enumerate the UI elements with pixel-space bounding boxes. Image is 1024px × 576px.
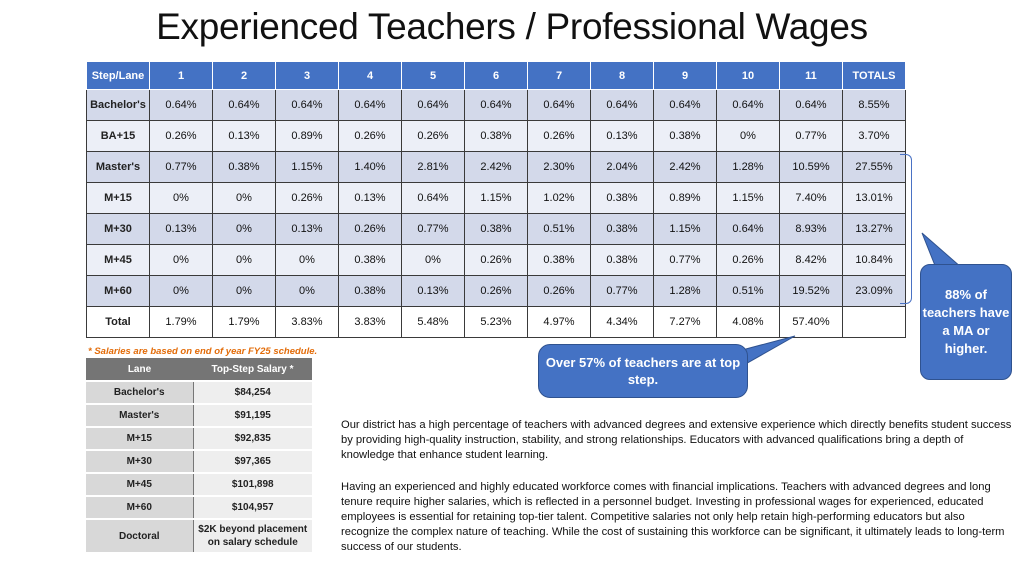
- column-total-cell: 4.97%: [528, 307, 591, 338]
- salary-header-amount: Top-Step Salary *: [193, 358, 312, 381]
- percent-cell: 0.13%: [402, 276, 465, 307]
- percent-cell: 8.93%: [780, 214, 843, 245]
- salary-lane: M+60: [86, 496, 193, 519]
- salary-row: [86, 519, 312, 553]
- percent-cell: 0%: [276, 276, 339, 307]
- salary-amount: $92,835: [193, 427, 312, 450]
- page-title: Experienced Teachers / Professional Wages: [156, 6, 868, 47]
- percent-cell: 0.38%: [213, 152, 276, 183]
- percent-cell: 0.26%: [465, 276, 528, 307]
- percent-cell: 1.15%: [465, 183, 528, 214]
- percent-cell: 0%: [150, 276, 213, 307]
- lane-label: M+45: [87, 245, 150, 276]
- callout-tail-bottom: [742, 336, 795, 366]
- percent-cell: 0.77%: [591, 276, 654, 307]
- paragraph-1: Our district has a high percentage of teachers with advanced degrees and extensive experience which directly benefits student success by providing high-quality instruction, stability, and strong relationships. Educators with advanced qualifications bring a depth of knowledge that enhance student learning.: [341, 419, 1012, 461]
- percent-cell: 0.64%: [402, 90, 465, 121]
- header-cell: 8: [591, 62, 654, 90]
- percent-cell: 0%: [402, 245, 465, 276]
- percent-cell: 1.28%: [717, 152, 780, 183]
- salary-amount: $97,365: [193, 450, 312, 473]
- header-cell: 7: [528, 62, 591, 90]
- top-step-callout: [538, 344, 748, 398]
- percent-cell: 7.40%: [780, 183, 843, 214]
- percent-cell: 0.77%: [654, 245, 717, 276]
- salary-note: * Salaries are based on end of year FY25 schedule.: [88, 346, 318, 357]
- percent-cell: 0.26%: [465, 245, 528, 276]
- percent-cell: 1.15%: [276, 152, 339, 183]
- salary-row: [86, 450, 312, 473]
- ma-callout: [920, 264, 1012, 380]
- salary-lane: Bachelor's: [86, 381, 193, 404]
- percent-cell: 1.15%: [654, 214, 717, 245]
- percent-cell: 0.26%: [276, 183, 339, 214]
- lane-label: Bachelor's: [87, 90, 150, 121]
- percent-cell: 0.38%: [465, 121, 528, 152]
- percent-cell: 0.64%: [276, 90, 339, 121]
- percent-cell: 1.40%: [339, 152, 402, 183]
- salary-row: [86, 473, 312, 496]
- percent-cell: 0.64%: [528, 90, 591, 121]
- column-total-cell: 5.23%: [465, 307, 528, 338]
- percent-cell: 2.04%: [591, 152, 654, 183]
- percent-cell: 0.77%: [150, 152, 213, 183]
- percent-cell: 0.89%: [654, 183, 717, 214]
- percent-cell: 0.38%: [591, 183, 654, 214]
- percent-cell: 1.28%: [654, 276, 717, 307]
- percent-cell: 0.26%: [339, 214, 402, 245]
- header-cell: 5: [402, 62, 465, 90]
- lane-label: M+15: [87, 183, 150, 214]
- percent-cell: 0.51%: [528, 214, 591, 245]
- header-cell: 11: [780, 62, 843, 90]
- salary-amount: $2K beyond placement on salary schedule: [193, 519, 312, 553]
- salary-row: [86, 427, 312, 450]
- salary-header-lane: Lane: [86, 358, 193, 381]
- salary-lane: Master's: [86, 404, 193, 427]
- percent-cell: 2.81%: [402, 152, 465, 183]
- percent-cell: 0%: [213, 276, 276, 307]
- percent-cell: 2.42%: [465, 152, 528, 183]
- percent-cell: 0.38%: [339, 245, 402, 276]
- percent-cell: 1.15%: [717, 183, 780, 214]
- percent-cell: 0%: [150, 183, 213, 214]
- ma-callout-text: 88% of teachers have a MA or higher.: [922, 287, 1010, 356]
- header-cell: 4: [339, 62, 402, 90]
- percent-cell: 0.89%: [276, 121, 339, 152]
- percent-cell: 0.38%: [528, 245, 591, 276]
- salary-row: [86, 381, 312, 404]
- percent-cell: 0.13%: [213, 121, 276, 152]
- percent-cell: 0.26%: [528, 276, 591, 307]
- row-total-cell: 13.27%: [843, 214, 906, 245]
- row-total-cell: 3.70%: [843, 121, 906, 152]
- percent-cell: 2.30%: [528, 152, 591, 183]
- percent-cell: 0%: [213, 183, 276, 214]
- header-cell: 6: [465, 62, 528, 90]
- salary-row: [86, 404, 312, 427]
- percent-cell: 0.51%: [717, 276, 780, 307]
- top-step-callout-text: Over 57% of teachers are at top step.: [545, 355, 741, 387]
- header-cell: 10: [717, 62, 780, 90]
- header-cell: TOTALS: [843, 62, 906, 90]
- row-total-cell: 23.09%: [843, 276, 906, 307]
- header-cell: Step/Lane: [87, 62, 150, 90]
- percent-cell: 0%: [717, 121, 780, 152]
- percent-cell: 0.38%: [339, 276, 402, 307]
- percent-cell: 0.64%: [150, 90, 213, 121]
- column-total-cell: 3.83%: [339, 307, 402, 338]
- salary-row: [86, 496, 312, 519]
- percent-cell: 0.64%: [591, 90, 654, 121]
- percent-cell: 0.64%: [717, 90, 780, 121]
- salary-amount: $84,254: [193, 381, 312, 404]
- percent-cell: 0.77%: [780, 121, 843, 152]
- percent-cell: 0%: [276, 245, 339, 276]
- column-total-cell: 5.48%: [402, 307, 465, 338]
- percent-cell: 0.26%: [402, 121, 465, 152]
- header-cell: 1: [150, 62, 213, 90]
- percent-cell: 0%: [213, 245, 276, 276]
- percent-cell: 1.02%: [528, 183, 591, 214]
- percent-cell: 0.77%: [402, 214, 465, 245]
- percent-cell: 0.13%: [276, 214, 339, 245]
- percent-cell: 0.13%: [150, 214, 213, 245]
- row-total-cell: 10.84%: [843, 245, 906, 276]
- percent-cell: 0.64%: [654, 90, 717, 121]
- header-cell: 3: [276, 62, 339, 90]
- percent-cell: 0.64%: [402, 183, 465, 214]
- percent-cell: 19.52%: [780, 276, 843, 307]
- salary-lane: M+15: [86, 427, 193, 450]
- salary-header-row: [86, 358, 312, 381]
- percent-cell: 0%: [213, 214, 276, 245]
- row-total-cell: 27.55%: [843, 152, 906, 183]
- column-total-cell: 4.34%: [591, 307, 654, 338]
- column-total-cell: 57.40%: [780, 307, 843, 338]
- percent-cell: 0.64%: [213, 90, 276, 121]
- header-cell: 9: [654, 62, 717, 90]
- percent-cell: 0.64%: [780, 90, 843, 121]
- percent-cell: 0.38%: [591, 245, 654, 276]
- percent-cell: 0.13%: [339, 183, 402, 214]
- salary-lane: M+45: [86, 473, 193, 496]
- column-total-cell: 4.08%: [717, 307, 780, 338]
- percent-cell: 0.64%: [717, 214, 780, 245]
- percent-cell: 0.26%: [339, 121, 402, 152]
- percent-cell: 0.26%: [717, 245, 780, 276]
- salary-table: [86, 358, 312, 554]
- lane-label: M+60: [87, 276, 150, 307]
- percent-cell: 0.13%: [591, 121, 654, 152]
- salary-lane: Doctoral: [86, 519, 193, 553]
- column-total-cell: 3.83%: [276, 307, 339, 338]
- total-label: Total: [87, 307, 150, 338]
- percent-cell: 0.38%: [465, 214, 528, 245]
- header-cell: 2: [213, 62, 276, 90]
- percent-cell: 2.42%: [654, 152, 717, 183]
- lane-label: Master's: [87, 152, 150, 183]
- salary-amount: $101,898: [193, 473, 312, 496]
- callout-tail-right: [922, 233, 962, 268]
- row-total-cell: 13.01%: [843, 183, 906, 214]
- row-total-cell: 8.55%: [843, 90, 906, 121]
- column-total-cell: 1.79%: [150, 307, 213, 338]
- percent-cell: 10.59%: [780, 152, 843, 183]
- percent-cell: 0.38%: [654, 121, 717, 152]
- lane-label: M+30: [87, 214, 150, 245]
- percent-cell: 8.42%: [780, 245, 843, 276]
- salary-amount: $91,195: [193, 404, 312, 427]
- paragraph-2: Having an experienced and highly educated workforce comes with financial implications. Teachers with advanced degrees and long tenure require higher salaries, which is reflected in a personnel budget. Investing in professional wages for experienced, educated employees is essential for retaining top-tier talent. Competitive salaries not only help retain high-performing educators but also recognize the complex nature of teaching. While the cost of sustaining this workforce can be significant, it ultimately leads to long-term success of our students.: [341, 481, 1005, 553]
- lane-label: BA+15: [87, 121, 150, 152]
- column-total-cell: 1.79%: [213, 307, 276, 338]
- percent-cell: 0.64%: [465, 90, 528, 121]
- percent-cell: 0%: [150, 245, 213, 276]
- percent-cell: 0.64%: [339, 90, 402, 121]
- salary-amount: $104,957: [193, 496, 312, 519]
- percent-cell: 0.26%: [528, 121, 591, 152]
- salary-lane: M+30: [86, 450, 193, 473]
- percent-cell: 0.26%: [150, 121, 213, 152]
- percent-cell: 0.38%: [591, 214, 654, 245]
- column-total-cell: 7.27%: [654, 307, 717, 338]
